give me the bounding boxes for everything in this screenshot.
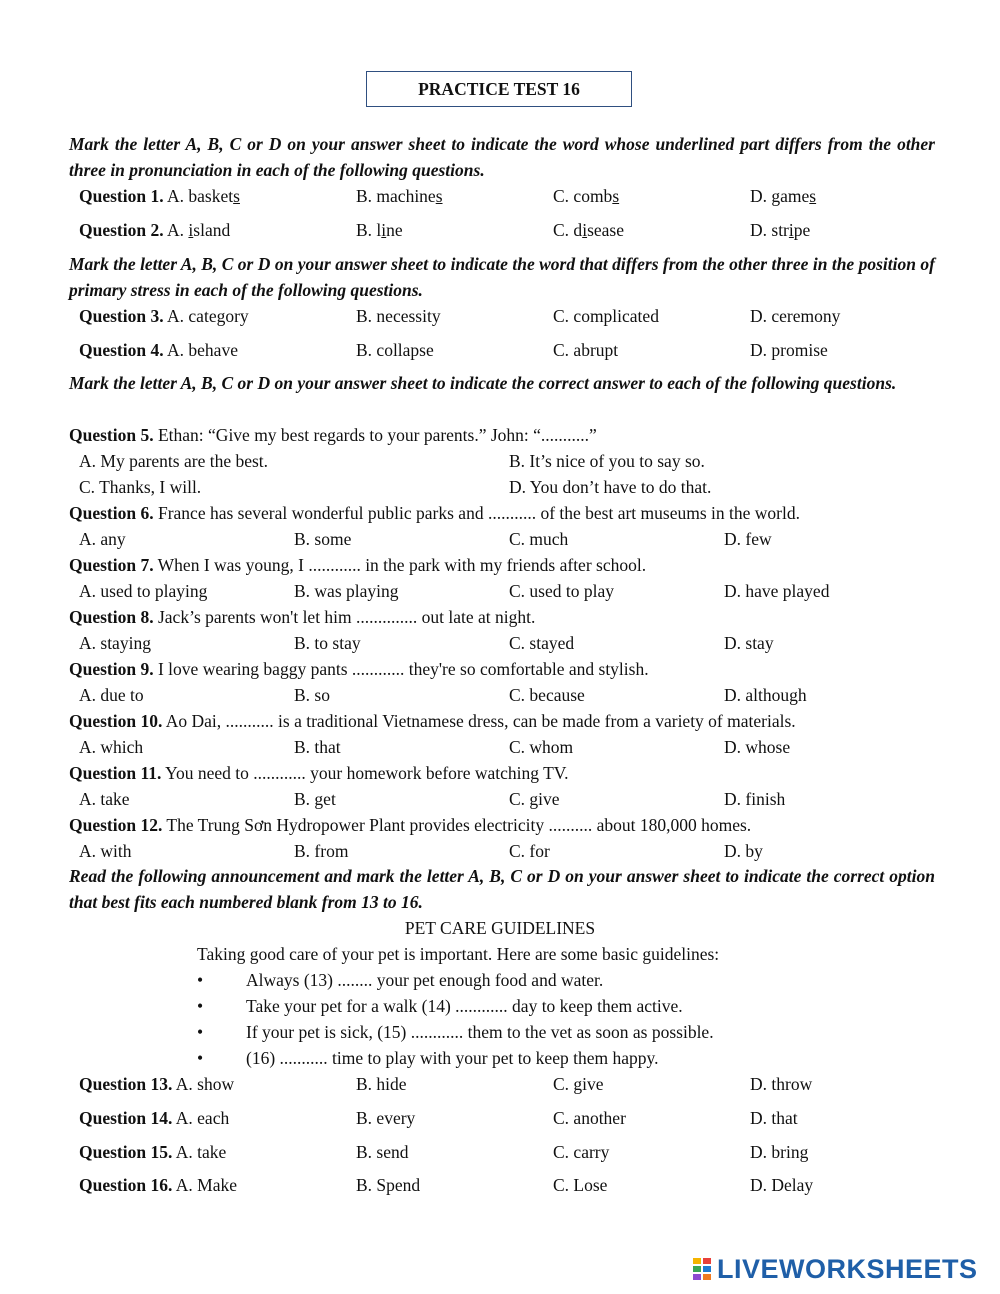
- question-11-stem: Question 11. You need to ............ your homework before watching TV.: [69, 763, 569, 783]
- passage-item: (16) ........... time to play with your pet to keep them happy.: [246, 1048, 659, 1068]
- option-a[interactable]: A. any: [79, 529, 126, 549]
- option-a[interactable]: A. due to: [79, 685, 144, 705]
- question-label: Question 4.: [79, 340, 164, 360]
- option-d[interactable]: D. throw: [750, 1074, 813, 1094]
- passage-item: If your pet is sick, (15) ............ them to the vet as soon as possible.: [246, 1022, 714, 1042]
- option-a[interactable]: A. baskets: [167, 186, 240, 206]
- option-c[interactable]: C. another: [553, 1108, 626, 1128]
- instruction-stress: Mark the letter A, B, C or D on your answer sheet to indicate the word that differs from the other three in the position of primary stress in each of the following questions.: [69, 254, 935, 300]
- option-b[interactable]: B. It’s nice of you to say so.: [509, 451, 705, 471]
- option-d[interactable]: D. whose: [724, 737, 791, 757]
- option-d[interactable]: D. by: [724, 841, 763, 861]
- option-a[interactable]: A. take: [79, 789, 130, 809]
- option-d[interactable]: D. stripe: [750, 220, 811, 240]
- option-b[interactable]: B. some: [294, 529, 352, 549]
- option-d[interactable]: D. have played: [724, 581, 830, 601]
- option-b[interactable]: B. from: [294, 841, 349, 861]
- page-title: PRACTICE TEST 16: [366, 71, 632, 107]
- option-a[interactable]: A. island: [167, 220, 231, 240]
- question-10-stem: Question 10. Ao Dai, ........... is a traditional Vietnamese dress, can be made from a variety of materials.: [69, 711, 796, 731]
- option-b[interactable]: B. so: [294, 685, 330, 705]
- passage-item: Always (13) ........ your pet enough food and water.: [246, 970, 604, 990]
- question-label: Question 9.: [69, 659, 154, 679]
- brand-text: LIVEWORKSHEETS: [717, 1253, 978, 1284]
- option-b[interactable]: B. line: [356, 220, 403, 240]
- bullet-icon: •: [197, 1022, 204, 1042]
- question-14: [0, 1106, 1000, 1130]
- option-a[interactable]: A. take: [175, 1142, 227, 1162]
- option-c[interactable]: C. because: [509, 685, 585, 705]
- bullet-icon: •: [197, 1048, 204, 1068]
- option-b[interactable]: B. machines: [356, 186, 443, 206]
- option-c[interactable]: C. used to play: [509, 581, 614, 601]
- option-d[interactable]: D. stay: [724, 633, 774, 653]
- question-label: Question 12.: [69, 815, 163, 835]
- instruction-pronunciation: Mark the letter A, B, C or D on your answer sheet to indicate the word whose underlined part differs from the other three in pronunciation in each of the following questions.: [69, 134, 935, 180]
- question-label: Question 14.: [79, 1108, 173, 1128]
- question-6-stem: Question 6. France has several wonderful public parks and ........... of the best art museums in the world.: [69, 503, 800, 523]
- option-c[interactable]: C. give: [553, 1074, 604, 1094]
- question-16: [0, 1173, 1000, 1197]
- question-8-stem: Question 8. Jack’s parents won't let him .............. out late at night.: [69, 607, 536, 627]
- option-c[interactable]: C. complicated: [553, 306, 659, 326]
- option-d[interactable]: D. You don’t have to do that.: [509, 477, 712, 497]
- question-10-options: [0, 735, 1000, 759]
- instruction-correct-answer: Mark the letter A, B, C or D on your answer sheet to indicate the correct answer to each of the following questions.: [69, 373, 897, 393]
- question-5-stem: Question 5. Ethan: “Give my best regards to your parents.” John: “...........”: [69, 425, 597, 445]
- question-label: Question 11.: [69, 763, 162, 783]
- question-label: Question 8.: [69, 607, 154, 627]
- option-b[interactable]: B. get: [294, 789, 336, 809]
- option-c[interactable]: C. much: [509, 529, 569, 549]
- option-c[interactable]: C. for: [509, 841, 550, 861]
- question-5-options-ab: [0, 449, 1000, 473]
- option-c[interactable]: C. combs: [553, 186, 620, 206]
- option-c[interactable]: C. stayed: [509, 633, 575, 653]
- bullet-icon: •: [197, 970, 204, 990]
- option-b[interactable]: B. was playing: [294, 581, 399, 601]
- question-label: Question 1.: [79, 186, 164, 206]
- question-12-stem: Question 12. The Trung Sơn Hydropower Plant provides electricity .......... about 180,000 homes.: [69, 815, 752, 835]
- option-d[interactable]: D. although: [724, 685, 807, 705]
- option-b[interactable]: B. Spend: [356, 1175, 421, 1195]
- option-a[interactable]: A. which: [79, 737, 144, 757]
- option-c[interactable]: C. give: [509, 789, 560, 809]
- liveworksheets-icon: [693, 1256, 713, 1282]
- option-d[interactable]: D. ceremony: [750, 306, 841, 326]
- option-c[interactable]: C. abrupt: [553, 340, 619, 360]
- passage-item: Take your pet for a walk (14) ............ day to keep them active.: [246, 996, 683, 1016]
- question-2: [0, 218, 1000, 242]
- option-a[interactable]: A. used to playing: [79, 581, 208, 601]
- question-label: Question 13.: [79, 1074, 173, 1094]
- option-a[interactable]: A. each: [175, 1108, 230, 1128]
- option-a[interactable]: A. with: [79, 841, 132, 861]
- question-3: [0, 304, 1000, 328]
- passage-heading: PET CARE GUIDELINES: [404, 918, 596, 938]
- question-label: Question 2.: [79, 220, 164, 240]
- question-label: Question 3.: [79, 306, 164, 326]
- option-b[interactable]: B. send: [356, 1142, 409, 1162]
- question-8-options: [0, 631, 1000, 655]
- option-b[interactable]: B. to stay: [294, 633, 361, 653]
- passage-intro: Taking good care of your pet is important. Here are some basic guidelines:: [197, 944, 720, 964]
- option-a[interactable]: A. My parents are the best.: [79, 451, 269, 471]
- passage-bullet: [0, 994, 1000, 1018]
- option-d[interactable]: D. promise: [750, 340, 828, 360]
- question-15: [0, 1140, 1000, 1164]
- liveworksheets-logo[interactable]: [693, 1254, 978, 1284]
- option-c[interactable]: C. disease: [553, 220, 624, 240]
- option-c[interactable]: C. whom: [509, 737, 574, 757]
- question-4: [0, 338, 1000, 362]
- option-a[interactable]: A. staying: [79, 633, 151, 653]
- passage-bullet: [0, 1020, 1000, 1044]
- option-d[interactable]: D. few: [724, 529, 772, 549]
- option-c[interactable]: C. Thanks, I will.: [79, 477, 202, 497]
- question-label: Question 5.: [69, 425, 154, 445]
- question-12-options: [0, 839, 1000, 863]
- question-label: Question 7.: [69, 555, 154, 575]
- option-d[interactable]: D. finish: [724, 789, 786, 809]
- option-d[interactable]: D. bring: [750, 1142, 809, 1162]
- option-b[interactable]: B. collapse: [356, 340, 434, 360]
- question-7-stem: Question 7. When I was young, I ............ in the park with my friends after school.: [69, 555, 647, 575]
- option-a[interactable]: A. Make: [175, 1175, 238, 1195]
- option-d[interactable]: D. games: [750, 186, 817, 206]
- option-b[interactable]: B. necessity: [356, 306, 441, 326]
- passage-bullet: [0, 1046, 1000, 1070]
- question-7-options: [0, 579, 1000, 603]
- option-d[interactable]: D. that: [750, 1108, 798, 1128]
- question-5-options-cd: [0, 475, 1000, 499]
- option-b[interactable]: B. that: [294, 737, 341, 757]
- question-11-options: [0, 787, 1000, 811]
- option-a[interactable]: A. category: [167, 306, 249, 326]
- option-d[interactable]: D. Delay: [750, 1175, 814, 1195]
- question-label: Question 16.: [79, 1175, 173, 1195]
- question-13: [0, 1072, 1000, 1096]
- passage-bullet: [0, 968, 1000, 992]
- option-b[interactable]: B. every: [356, 1108, 416, 1128]
- question-label: Question 10.: [69, 711, 163, 731]
- option-c[interactable]: C. carry: [553, 1142, 610, 1162]
- question-9-options: [0, 683, 1000, 707]
- option-b[interactable]: B. hide: [356, 1074, 407, 1094]
- bullet-icon: •: [197, 996, 204, 1016]
- question-label: Question 15.: [79, 1142, 173, 1162]
- question-6-options: [0, 527, 1000, 551]
- option-c[interactable]: C. Lose: [553, 1175, 608, 1195]
- question-label: Question 6.: [69, 503, 154, 523]
- option-a[interactable]: A. behave: [167, 340, 238, 360]
- option-a[interactable]: A. show: [175, 1074, 235, 1094]
- instruction-reading: Read the following announcement and mark the letter A, B, C or D on your answer sheet to indicate the correct option that best fits each numbered blank from 13 to 16.: [69, 866, 935, 912]
- question-9-stem: Question 9. I love wearing baggy pants ............ they're so comfortable and stylish.: [69, 659, 649, 679]
- question-1: [0, 184, 1000, 208]
